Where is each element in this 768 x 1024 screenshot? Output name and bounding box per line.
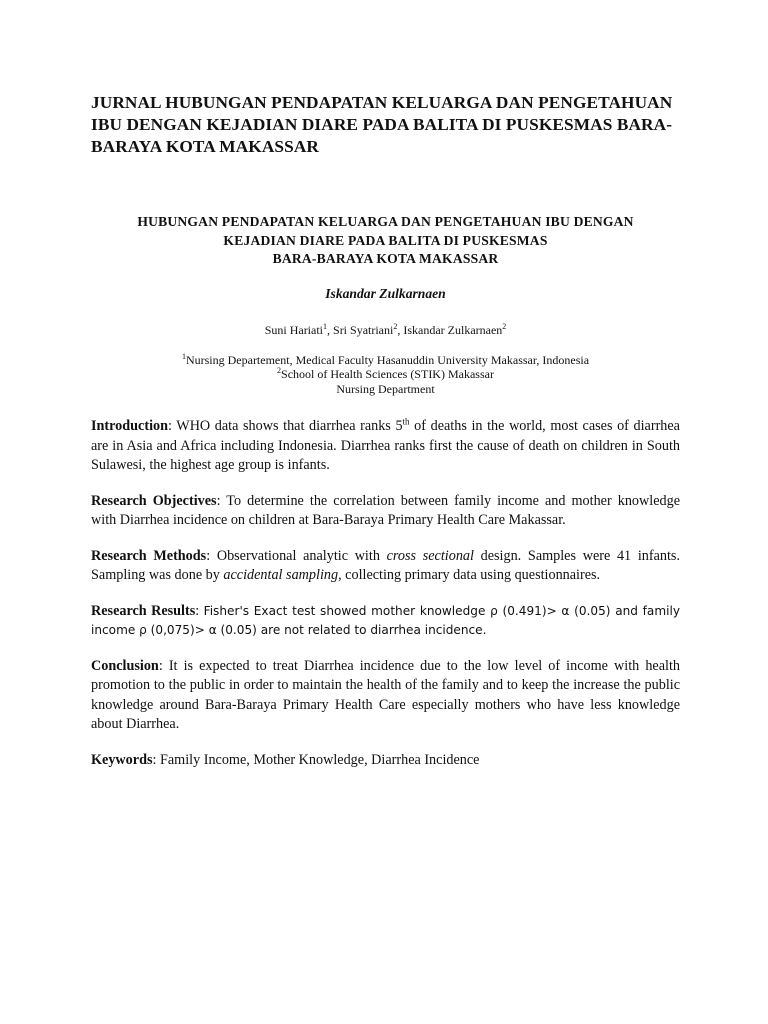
- methods-text: : Observational analytic with: [206, 547, 387, 564]
- methods-paragraph: [91, 547, 680, 586]
- paper-title: [91, 213, 680, 269]
- author-name: Suni Hariati: [264, 322, 324, 337]
- document-page: [91, 92, 680, 784]
- affiliation-line: [91, 353, 680, 368]
- author-separator: ,: [327, 322, 334, 337]
- conclusion-text: : It is expected to treat Diarrhea incidence due to the low level of income with health promotion to the public in order to maintain the health of the family and to keep the increase the public knowledge around Bara-Baraya Primary Health Care especially mothers who have less knowledge about Diarrhea.: [91, 657, 680, 732]
- affiliation-line: [91, 367, 680, 382]
- paper-title-line: HUBUNGAN PENDAPATAN KELUARGA DAN PENGETAHUAN IBU DENGAN: [137, 214, 634, 229]
- methods-italic-term: accidental sampling: [223, 567, 339, 583]
- objectives-paragraph: [91, 492, 680, 531]
- ordinal-superscript: th: [402, 416, 410, 427]
- results-text: Fisher's Exact test showed mother knowledge ρ (0.491)> α (0.05) and family income ρ (0,075)> α (0.05) are not related to diarrhea incidence.: [91, 603, 680, 637]
- author-affiliation-mark: 1: [323, 321, 328, 331]
- paper-title-line: BARA-BARAYA KOTA MAKASSAR: [272, 251, 499, 266]
- methods-label: Research Methods: [91, 547, 207, 564]
- affiliation-text: School of Health Sciences (STIK) Makassar: [281, 367, 494, 381]
- introduction-paragraph: [91, 417, 680, 476]
- results-text: :: [195, 602, 204, 619]
- author-name: Iskandar Zulkarnaen: [403, 322, 503, 337]
- author-list: [91, 323, 680, 338]
- main-author: Iskandar Zulkarnaen: [325, 285, 446, 301]
- conclusion-label: Conclusion: [91, 657, 159, 674]
- methods-text: , collecting primary data using questionnaires.: [338, 567, 601, 583]
- keywords-paragraph: [91, 751, 680, 771]
- author-affiliation-mark: 2: [393, 321, 398, 331]
- paper-title-line: KEJADIAN DIARE PADA BALITA DI PUSKESMAS: [223, 232, 548, 248]
- results-paragraph: [91, 602, 680, 641]
- methods-italic-term: cross sectional: [386, 547, 474, 564]
- objectives-text: : To determine the correlation between family income and mother knowledge with Diarrhea incidence on children at Bara-Baraya Primary Health Care Makassar.: [91, 492, 680, 528]
- introduction-text: : WHO data shows that diarrhea ranks 5: [168, 418, 403, 434]
- author-affiliation-mark: 2: [502, 321, 507, 331]
- affiliation-mark: 2: [277, 366, 282, 375]
- affiliations: [91, 353, 680, 397]
- objectives-label: Research Objectives: [91, 492, 217, 509]
- affiliation-text: Nursing Departement, Medical Faculty Hasanuddin University Makassar, Indonesia: [185, 352, 590, 367]
- introduction-label: Introduction: [91, 418, 168, 434]
- results-label: Research Results: [91, 602, 196, 619]
- methods-text: design. Samples were 41 infants. Sampling was done by: [91, 547, 680, 583]
- conclusion-paragraph: [91, 657, 680, 735]
- introduction-text: of deaths in the world, most cases of diarrhea are in Asia and Africa including Indonesia. Diarrhea ranks first the cause of death on children in South Sulawesi, the highest age group is infants.: [91, 418, 680, 473]
- keywords-label: Keywords: [91, 751, 153, 768]
- keywords-text: : Family Income, Mother Knowledge, Diarrhea Incidence: [152, 751, 480, 768]
- author-separator: ,: [397, 322, 404, 337]
- affiliation-line: Nursing Department: [336, 381, 435, 396]
- journal-title: JURNAL HUBUNGAN PENDAPATAN KELUARGA DAN PENGETAHUAN IBU DENGAN KEJADIAN DIARE PADA BALITA DI PUSKESMAS BARA-BARAYA KOTA MAKASSAR: [91, 93, 673, 156]
- affiliation-mark: 1: [181, 351, 186, 361]
- author-name: Sri Syatriani: [333, 322, 394, 337]
